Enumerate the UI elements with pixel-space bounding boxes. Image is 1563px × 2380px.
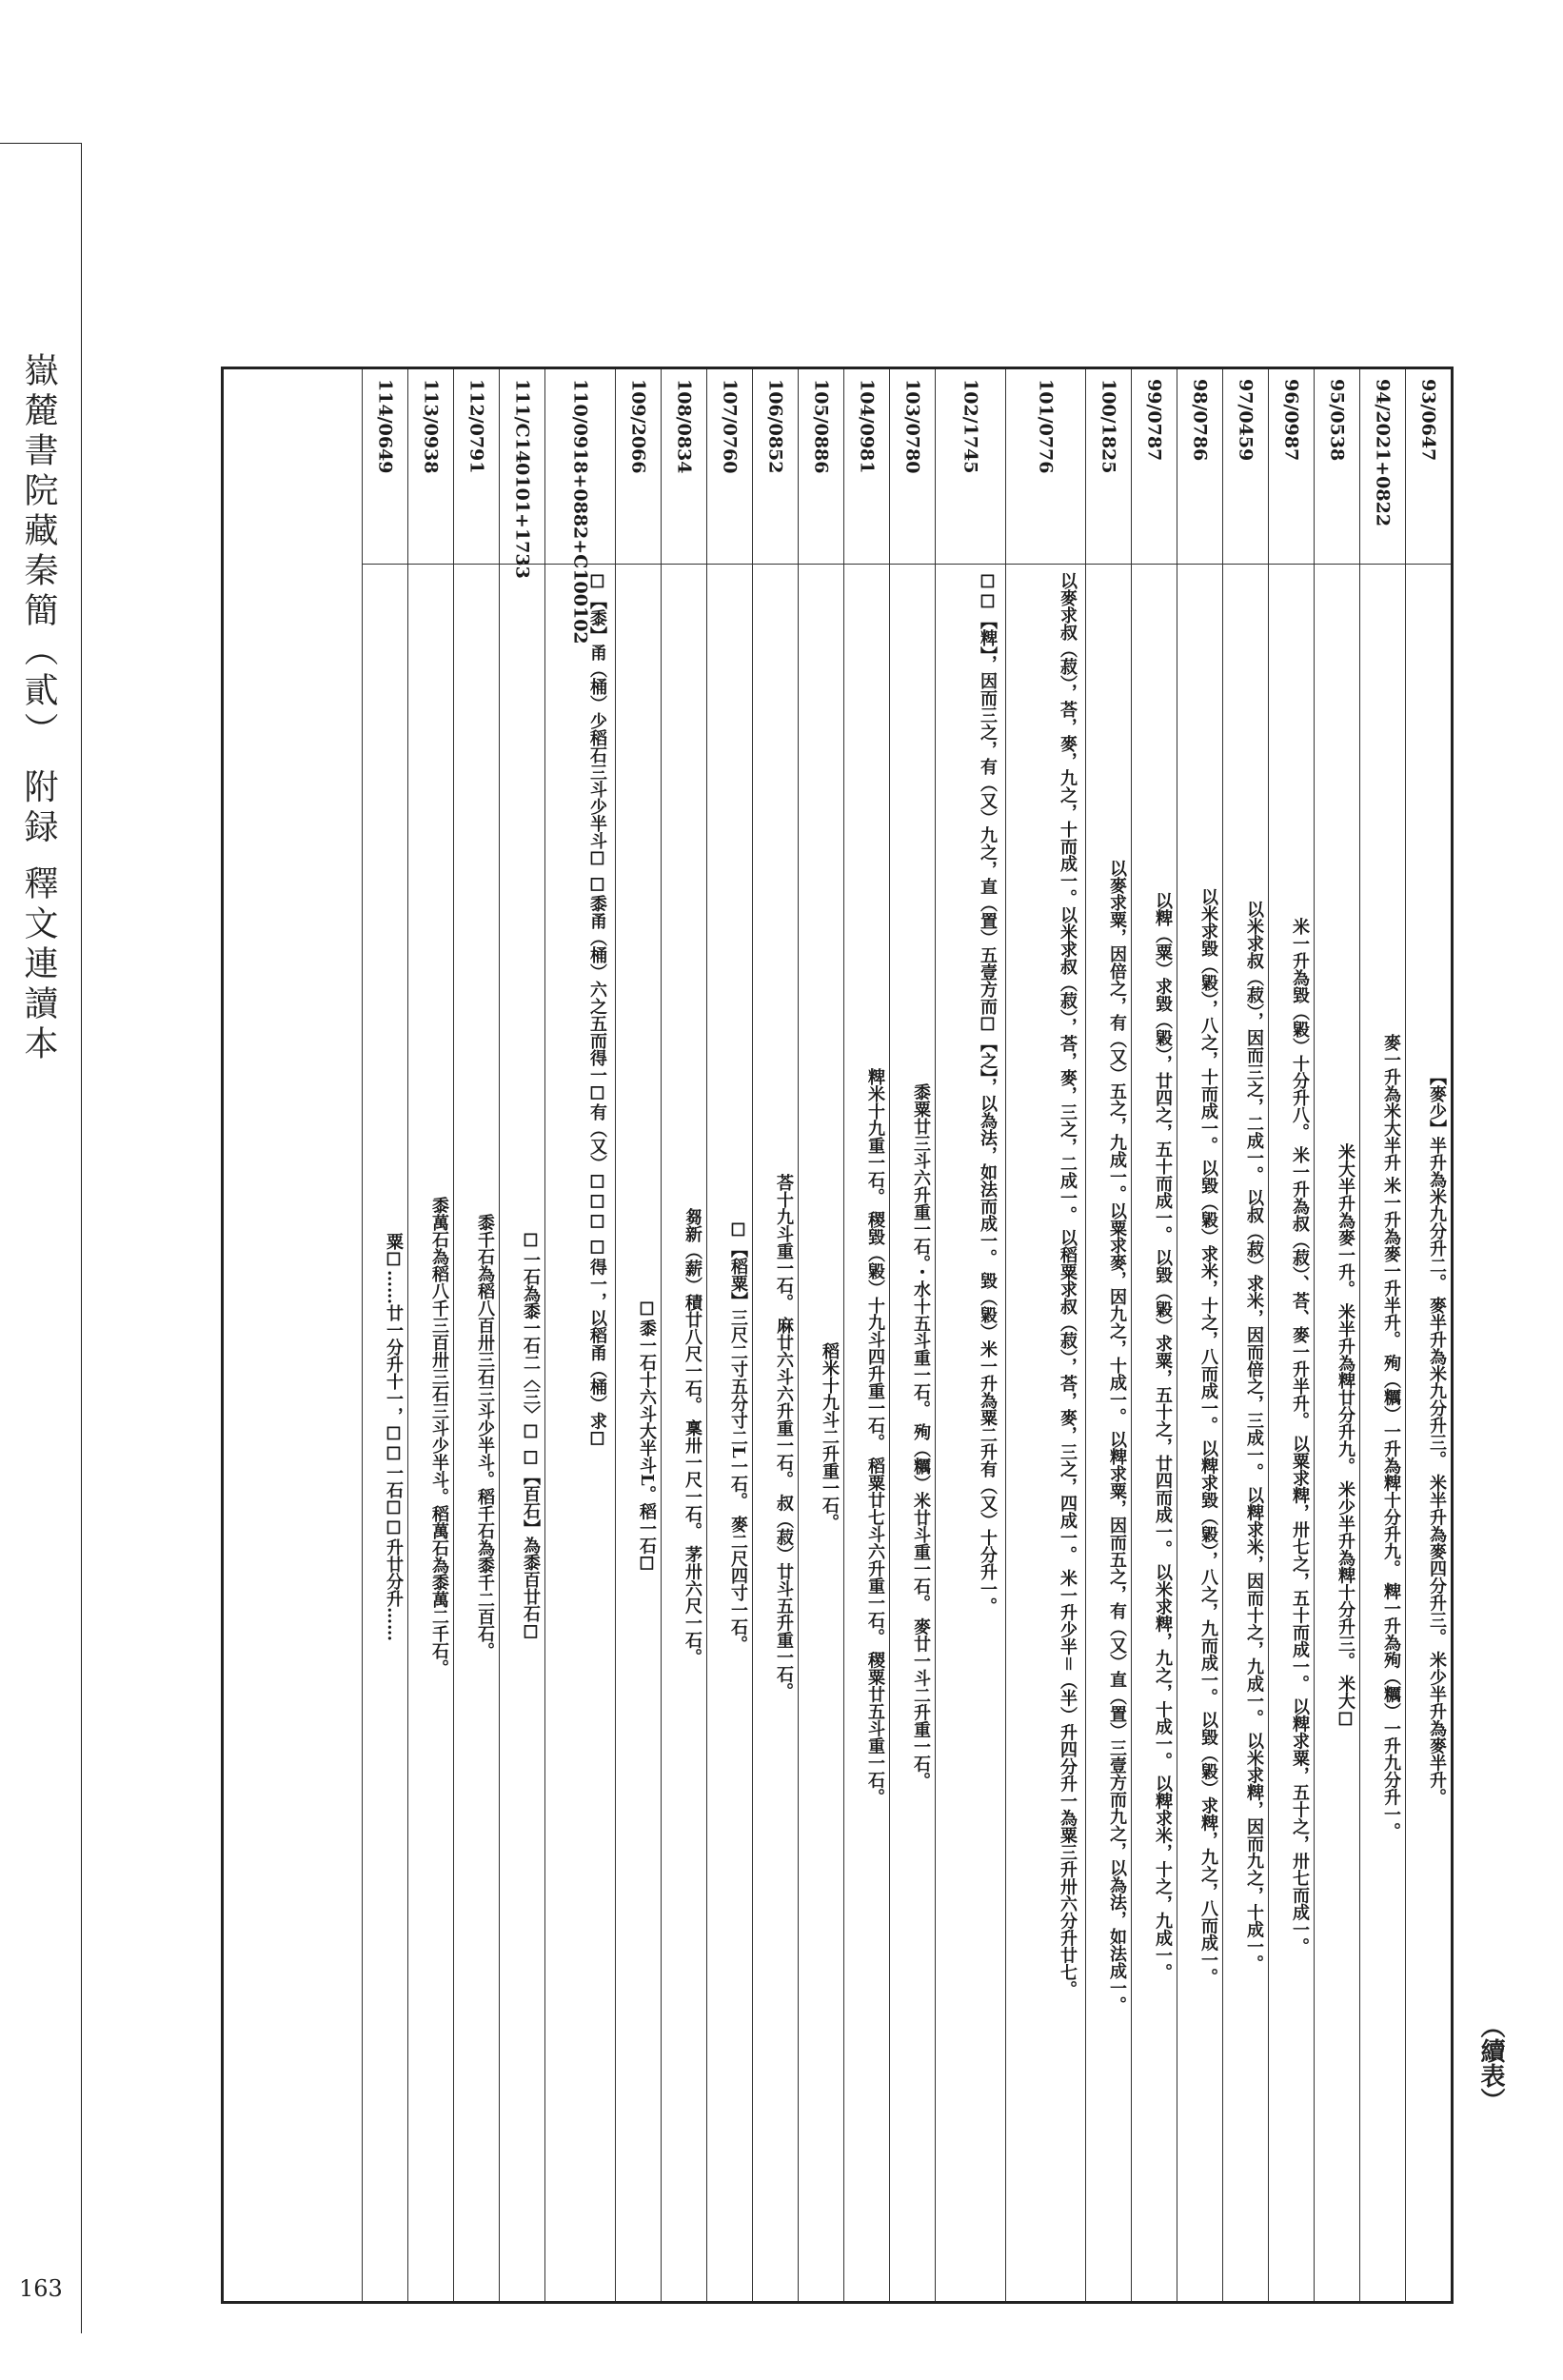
slip-text: ☐【稻粟】三尺二寸五分寸二L一石。 麥二尺四寸一石。 — [728, 1220, 748, 1653]
slip-number: 93/0647 — [1406, 369, 1451, 565]
slip-number: 110/0918+0882+C100102 — [545, 369, 615, 565]
slip-number: 112/0791 — [454, 369, 499, 565]
slip-text: 黍萬石為稻八千三百卅三石三斗少半斗。稻萬石為黍萬二千石。 — [429, 1197, 449, 1676]
slip-number: 99/0787 — [1132, 369, 1177, 565]
slip-text: 以麥求叔（菽），荅，麥，九之，十而成一。以米求叔（菽），荅，麥，三之，二成一。 以稻粟求叔（菽），荅，麥，三之，四成一。 米一升少半＝（半）升四分升一為粟三升卅六分升廿七。 — [1058, 572, 1078, 1998]
table-row — [499, 369, 544, 2301]
slip-number: 103/0780 — [890, 369, 935, 565]
table-row — [1005, 369, 1085, 2301]
table-row — [615, 369, 661, 2301]
table-row — [1222, 369, 1268, 2301]
slip-number: 102/1745 — [936, 369, 1005, 565]
slip-number: 96/0987 — [1269, 369, 1314, 565]
slip-number: 108/0834 — [662, 369, 706, 565]
slip-number: 94/2021+0822 — [1360, 369, 1405, 565]
slip-text: 以粺（粟）求毀（毇），廿四之，五十而成一。 以毀（毇）求粟，五十之，廿四而成一。 以米求粺，九之，十成一。 以粺求米，十之，九成一。 — [1153, 892, 1173, 1981]
table-remainder — [224, 369, 362, 2301]
table-row — [752, 369, 798, 2301]
slip-text: 以米求叔（菽），因而三之，二成一。 以叔（菽）求米，因而倍之，三成一。 以粺求米，因而十之，九成一。 以米求粺，因而九之，十成一。 — [1244, 901, 1264, 1973]
slip-number: 105/0886 — [799, 369, 843, 565]
slip-number: 106/0852 — [753, 369, 798, 565]
slip-text: 【麥少】半升為米九分升二。 麥半升為米九分升三。 米半升為麥四分升三。 米少半升為麥半升。 — [1427, 1067, 1447, 1806]
transcription-table — [221, 367, 1454, 2304]
slip-number: 98/0786 — [1177, 369, 1222, 565]
slip-text: 黍千石為稻八百卅三石三斗少半斗。稻千石為黍千二百石。 — [475, 1214, 495, 1659]
slip-number: 97/0459 — [1223, 369, 1268, 565]
table-row — [935, 369, 1005, 2301]
page-number: 163 — [19, 2275, 63, 2302]
slip-text: 米大半升為麥一升。 米半升為粺廿分升九。 米少半升為粺十分升三。 米大☐ — [1335, 1143, 1355, 1730]
running-head: 嶽麓書院藏秦簡（貳） 附録 釋文連讀本 — [19, 352, 58, 1065]
table-row — [1085, 369, 1131, 2301]
slip-text: 以米求毀（毇），八之，十而成一。 以毀（毇）求米，十之，八而成一。 以粺求毀（毇），八之，九而成一。 以毀（毇）求粺，九之，八而成一。 — [1198, 887, 1218, 1986]
slip-text: 稻米十九斗二升重一石。 — [820, 1342, 840, 1531]
table-row — [889, 369, 935, 2301]
table-row — [362, 369, 407, 2301]
slip-text: 芻新（薪）積廿八尺一石。 稟卅一尺一石。 茅卅六尺一石。 — [683, 1207, 702, 1666]
slip-number: 107/0760 — [707, 369, 752, 565]
slip-text: ☐黍一石十六斗大半斗L。稻一石☐ — [637, 1299, 657, 1575]
slip-number: 109/2066 — [616, 369, 661, 565]
slip-text: ☐☐【粺】，因而三之，有（又）九之，直（置）五壹方而☐【之】，以為法，如法而成一。 毀（毇）米一升為粟二升有（又）十分升一。 — [978, 572, 998, 1616]
slip-text: 荅十九斗重一石。 麻廿六斗六升重一石。 叔（菽）廿斗五升重一石。 — [774, 1173, 794, 1700]
slip-number: 101/0776 — [1006, 369, 1085, 565]
slip-number: 113/0938 — [408, 369, 453, 565]
table-row — [544, 369, 615, 2301]
table-row — [1131, 369, 1177, 2301]
slip-number: 114/0649 — [363, 369, 407, 565]
slip-number: 100/1825 — [1086, 369, 1131, 565]
continued-label: （續表） — [1476, 2013, 1505, 2112]
table-row — [843, 369, 889, 2301]
table-row — [453, 369, 499, 2301]
slip-number: 111/C140101+1733 — [500, 369, 544, 565]
slip-number: 104/0981 — [844, 369, 889, 565]
slip-text: 黍粟廿三斗六升重一石。・水十五斗重一石。 殉（糲）米廿斗重一石。 麥廿一斗二升重一石。 — [911, 1083, 931, 1790]
slip-text: 粺米十九重一石。 稷毀（毇）十九斗四升重一石。 稻粟廿七斗六升重一石。 稷粟廿五斗重一石。 — [865, 1067, 885, 1806]
slip-text: 以麥求粟，因倍之，有（又）五之，九成一。以粟求麥，因九之，十成一。 以粺求粟，因而五之，有（又）直（置）三壹方而九之，以為法，如法成一。 — [1107, 859, 1127, 2014]
table-row — [1405, 369, 1451, 2301]
table-row — [798, 369, 843, 2301]
slip-number: 95/0538 — [1315, 369, 1359, 565]
table-row — [1268, 369, 1314, 2301]
table-row — [706, 369, 752, 2301]
table-row — [661, 369, 706, 2301]
table-row — [1177, 369, 1222, 2301]
slip-text: 麥一升為米大半升 米一升為麥一升半升。 殉（糲）一升為粺十分升九。 粺一升為殉（糲）一升九分升一。 — [1381, 1033, 1401, 1840]
slip-text: 粟☐……廿一分升十一，☐☐一石☐☐升廿分升…… — [384, 1232, 404, 1641]
slip-text: ☐【黍】甬（桶）少稻石三斗少半斗☐ ☐黍甬（桶）六之五而得一☐有（又）☐☐☐ ☐得一，以稻甬（桶）求☐ — [587, 572, 607, 1450]
table-row — [407, 369, 453, 2301]
table-row — [1359, 369, 1405, 2301]
slip-text: 米一升為毀（毇）十分升八。 米一升為叔（菽）、荅、麥一升半升。 以粟求粺，卅七之，五十而成一。 以粺求粟，五十之，卅七而成一。 — [1290, 918, 1310, 1955]
table-row — [1314, 369, 1359, 2301]
slip-text: ☐一石為黍一石二〈三〉☐ ☐【百石】為黍百廿石☐ — [521, 1230, 541, 1643]
